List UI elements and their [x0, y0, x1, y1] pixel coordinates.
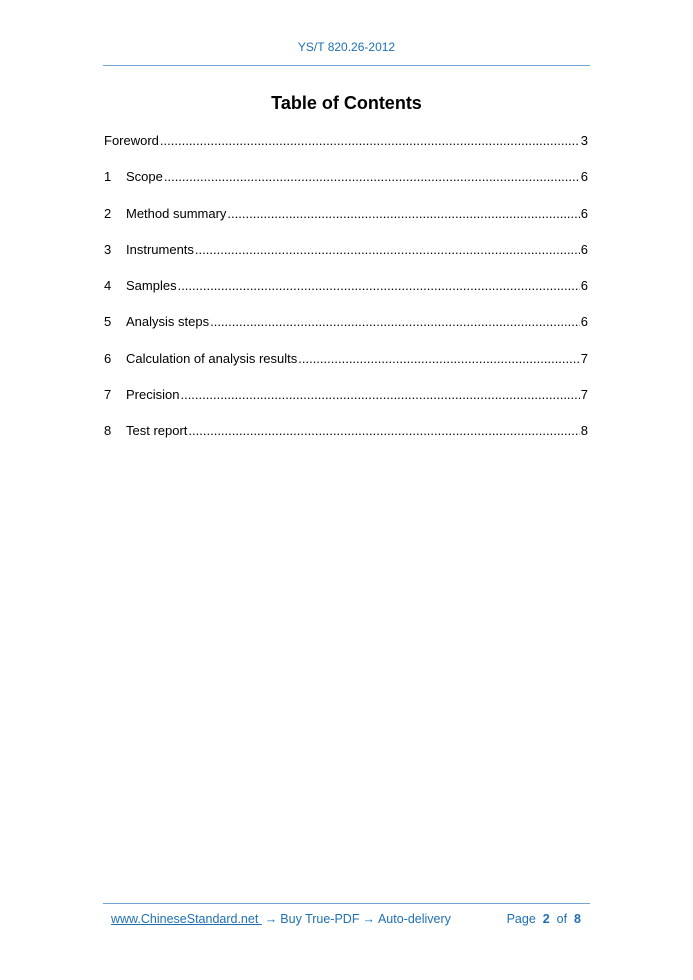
toc-entry-calculation[interactable]: [104, 349, 588, 385]
toc-entry-label: Test report: [126, 423, 188, 439]
toc-entry-number: 6: [104, 350, 112, 366]
toc-entry-foreword[interactable]: [104, 131, 588, 167]
dot-leader: [178, 276, 580, 296]
toc-entry-label: Calculation of analysis results: [126, 350, 298, 366]
toc-entry-label: Scope: [126, 169, 163, 185]
buy-true-pdf-text: Buy True-PDF: [280, 912, 360, 926]
toc-title: Table of Contents: [271, 93, 422, 113]
toc-entry-samples[interactable]: [104, 276, 588, 312]
toc-entry-page: 6: [580, 169, 588, 185]
page-word: Page: [506, 912, 536, 926]
toc-entry-label: Analysis steps: [126, 314, 210, 330]
dot-leader: [195, 240, 580, 260]
table-of-contents: [104, 131, 588, 458]
page-number: [507, 912, 581, 926]
of-word: of: [556, 912, 568, 926]
dot-leader: [298, 349, 580, 369]
toc-entry-page: 6: [580, 205, 588, 221]
toc-entry-analysis-steps[interactable]: [104, 312, 588, 348]
toc-entry-label: Method summary: [126, 205, 227, 221]
toc-entry-label: Instruments: [126, 241, 194, 257]
right-arrow-icon: →: [264, 912, 278, 926]
toc-entry-test-report[interactable]: [104, 421, 588, 457]
toc-entry-page: 6: [580, 241, 588, 257]
toc-entry-number: 8: [104, 423, 112, 439]
header-divider: [103, 65, 590, 66]
toc-entry-label: Precision: [126, 387, 180, 403]
toc-entry-number: 1: [104, 169, 112, 185]
toc-entry-label: Foreword: [104, 133, 159, 148]
dot-leader: [164, 167, 580, 187]
dot-leader: [188, 421, 579, 441]
toc-entry-number: 2: [104, 205, 112, 221]
toc-entry-precision[interactable]: [104, 385, 588, 421]
right-arrow-icon: →: [362, 912, 375, 926]
document-code: YS/T 820.26-2012: [297, 40, 396, 54]
toc-entry-label: Samples: [126, 278, 177, 294]
toc-entry-number: 4: [104, 278, 112, 294]
toc-entry-page: 7: [580, 350, 588, 366]
page-footer: [111, 912, 581, 930]
toc-entry-page: 3: [580, 133, 588, 148]
toc-entry-method-summary[interactable]: [104, 204, 588, 240]
footer-divider: [103, 903, 590, 904]
toc-entry-scope[interactable]: [104, 167, 588, 203]
toc-entry-number: 3: [104, 241, 112, 257]
toc-entry-number: 5: [104, 314, 112, 330]
toc-entry-page: 6: [580, 278, 588, 294]
toc-entry-page: 8: [580, 423, 588, 439]
current-page: 2: [542, 912, 550, 926]
total-pages: 8: [574, 912, 581, 926]
toc-entry-page: 7: [580, 387, 588, 403]
footer-promo: [111, 912, 451, 926]
dot-leader: [210, 312, 580, 332]
auto-delivery-text: Auto-delivery: [377, 912, 451, 926]
toc-entry-instruments[interactable]: [104, 240, 588, 276]
dot-leader: [160, 131, 580, 151]
dot-leader: [227, 204, 579, 224]
toc-entry-number: 7: [104, 387, 112, 403]
page-header: [0, 40, 693, 54]
toc-entry-page: 6: [580, 314, 588, 330]
website-link[interactable]: www.ChineseStandard.net: [111, 912, 262, 926]
dot-leader: [180, 385, 579, 405]
